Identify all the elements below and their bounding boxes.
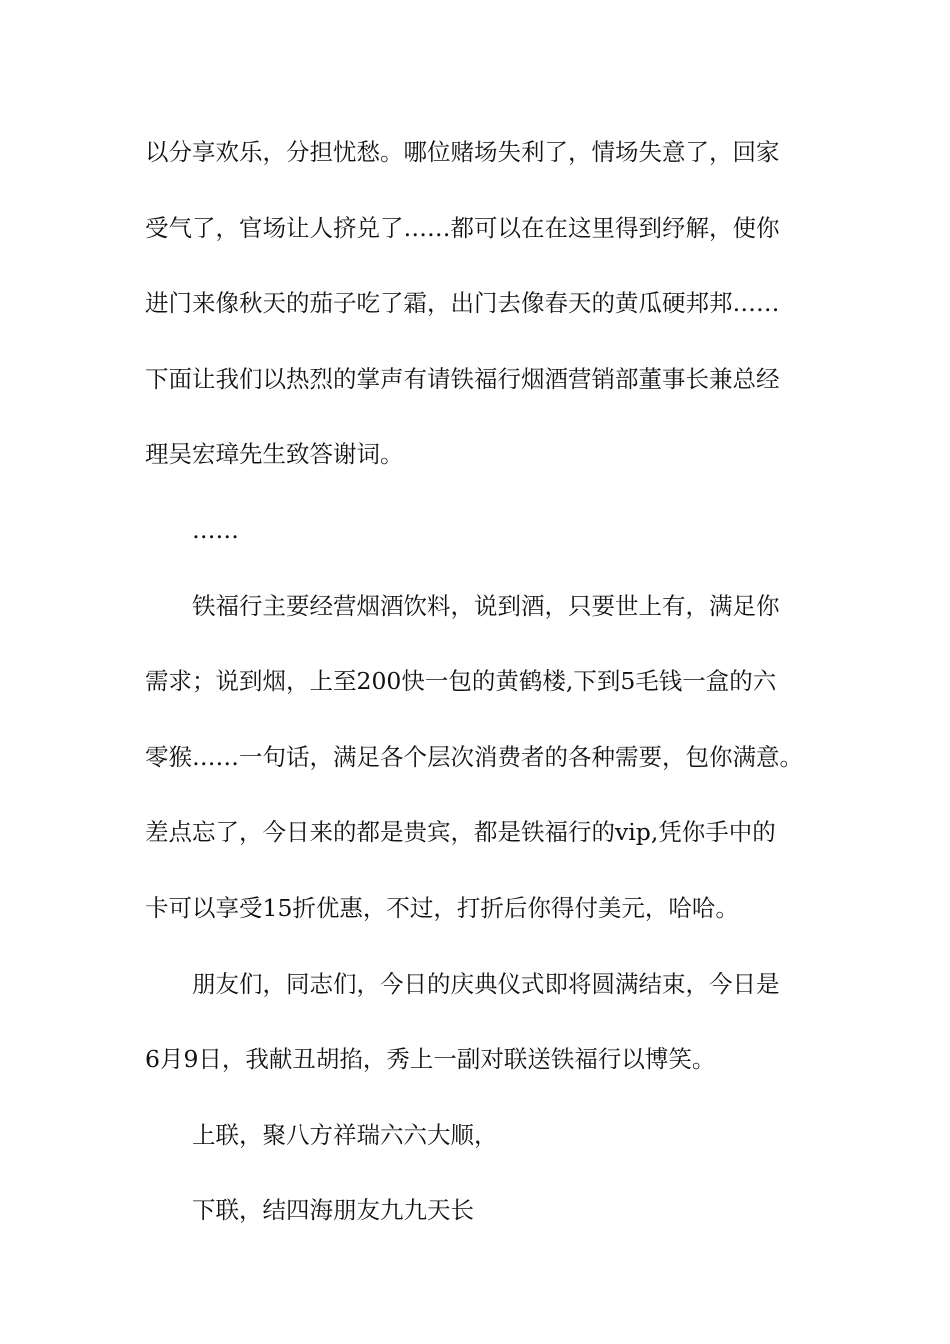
paragraph-start: 铁福行主要经营烟酒饮料，说到酒，只要世上有，满足你 — [192, 591, 780, 620]
text-line: 零猴……一句话，满足各个层次消费者的各种需要，包你满意。 — [145, 742, 803, 771]
text-line: 进门来像秋天的茄子吃了霜，出门去像春天的黄瓜硬邦邦…… — [145, 289, 780, 318]
text-line: 以分享欢乐，分担忧愁。哪位赌场失利了，情场失意了，回家 — [145, 138, 780, 166]
text-line: 受气了，官场让人挤兑了……都可以在在这里得到纾解，使你 — [145, 213, 780, 242]
text-line: 理吴宏璋先生致答谢词。 — [145, 440, 404, 469]
ellipsis-line: …… — [192, 515, 239, 544]
body-text — [145, 129, 815, 1263]
paragraph-start: 朋友们，同志们，今日的庆典仪式即将圆满结束，今日是 — [192, 969, 780, 998]
text-line: 下面让我们以热烈的掌声有请铁福行烟酒营销部董事长兼总经 — [145, 364, 780, 393]
couplet-first-line: 上联，聚八方祥瑞六六大顺， — [192, 1120, 498, 1149]
text-line: 6月9日，我献丑胡掐，秀上一副对联送铁福行以博笑。 — [145, 1045, 716, 1074]
text-line: 卡可以享受15折优惠，不过，打折后你得付美元，哈哈。 — [145, 893, 739, 922]
couplet-second-line: 下联，结四海朋友九九天长 — [192, 1196, 474, 1225]
text-line: 需求；说到烟，上至200快一包的黄鹤楼,下到5毛钱一盒的六 — [145, 667, 777, 696]
text-line: 差点忘了，今日来的都是贵宾，都是铁福行的vip,凭你手中的 — [145, 818, 776, 847]
